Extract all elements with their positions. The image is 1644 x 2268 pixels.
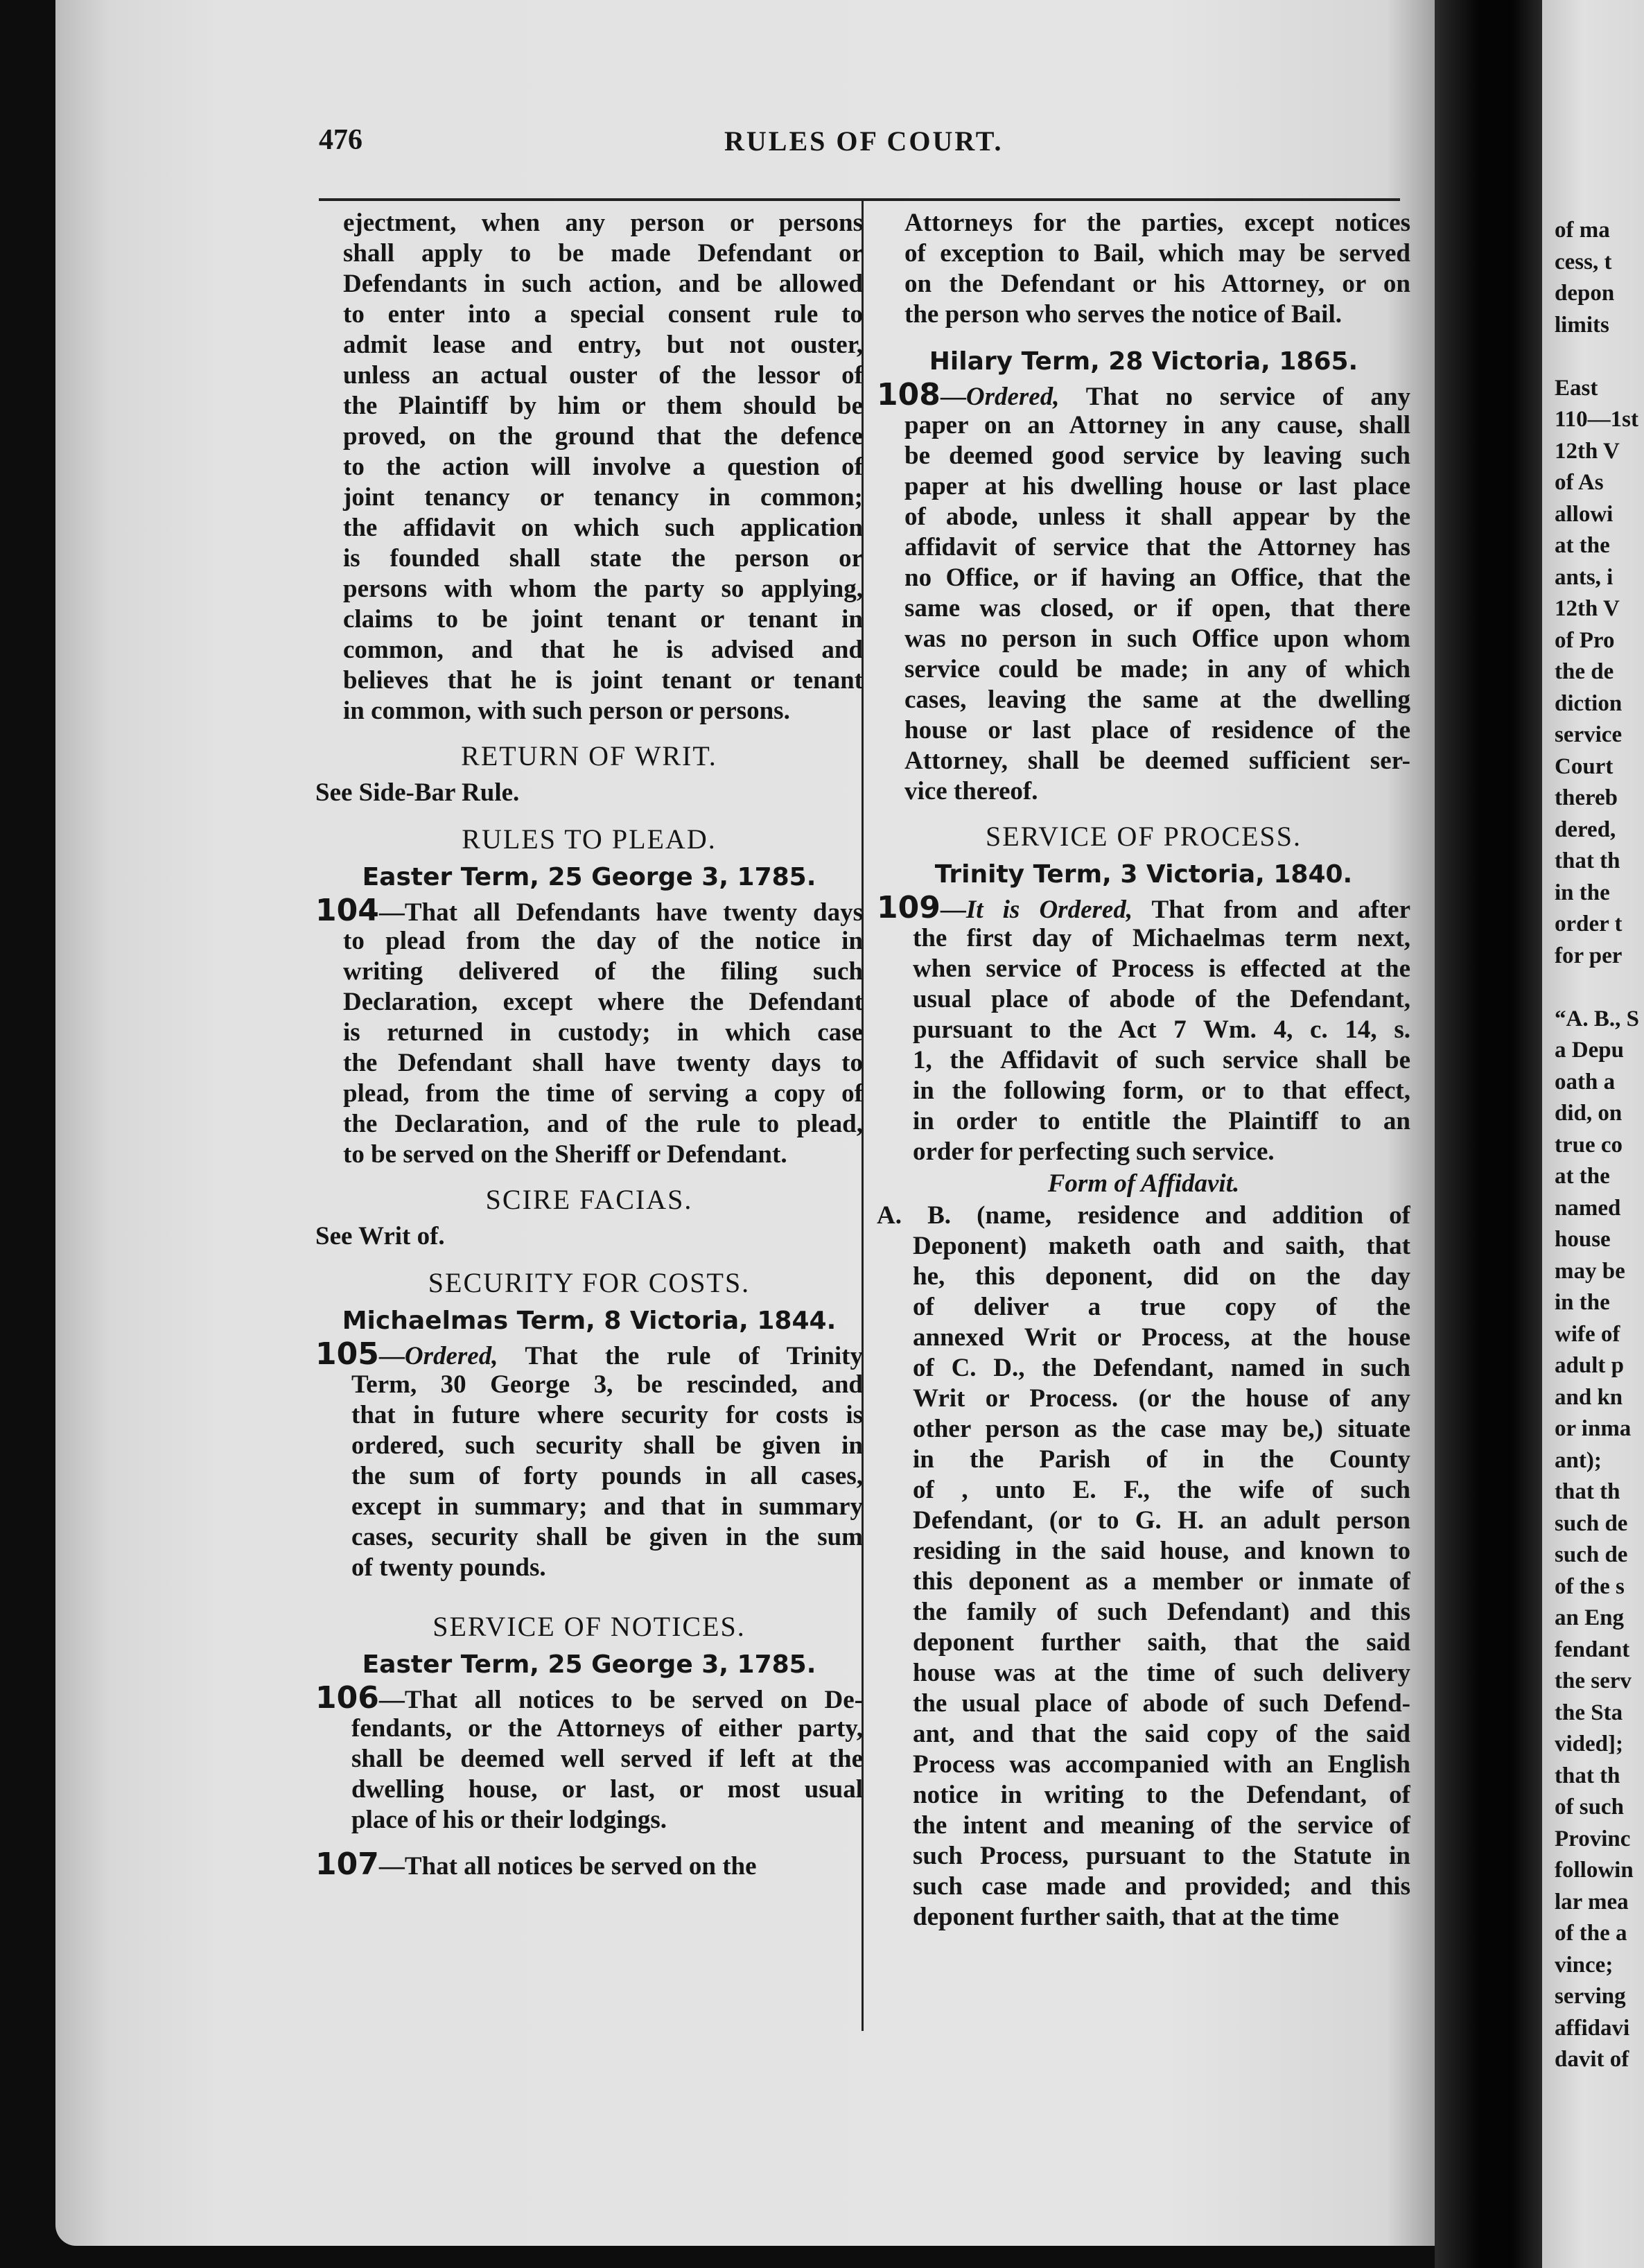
facing-page-fragment: lar mea [1555, 1889, 1629, 1914]
facing-page-fragment: East [1555, 375, 1598, 401]
text-line: Defendants in such action, and be allowed [343, 270, 863, 298]
rule-104 [315, 896, 863, 1170]
facing-page-fragment: limits [1555, 312, 1609, 338]
text-line: the first day of Michaelmas term next, [913, 924, 1410, 952]
text-line: proved, on the ground that the defence [343, 422, 863, 451]
text-line: cases, security shall be given in the sum [351, 1523, 863, 1551]
facing-page-fragment: service [1555, 722, 1623, 747]
rule-105 [315, 1339, 863, 1583]
running-title: RULES OF COURT. [724, 125, 1004, 157]
facing-page-fragment: “A. B., S [1555, 1006, 1639, 1031]
right-column [877, 208, 1410, 1933]
text-line: the Declaration, and of the rule to plead, [343, 1110, 863, 1138]
term-heading: Easter Term, 25 George 3, 1785. [362, 863, 816, 891]
text-line: believes that he is joint tenant or tenant [343, 666, 863, 695]
text-line: of abode, unless it shall appear by the [904, 503, 1410, 531]
text-line: A. B. (name, residence and addition of [877, 1201, 1410, 1230]
ordered-word: It is Ordered, [965, 896, 1133, 923]
text-line: unless an actual ouster of the lessor of [343, 361, 863, 390]
facing-page-fragment: 12th V [1555, 438, 1620, 464]
facing-page-fragment: the serv [1555, 1668, 1632, 1693]
see-reference: See Side-Bar Rule. [315, 778, 520, 807]
facing-page-fragment: for per [1555, 943, 1623, 968]
section-heading-security-for-costs: SECURITY FOR COSTS. [428, 1267, 751, 1298]
text-line: Term, 30 George 3, be rescinded, and [351, 1370, 863, 1399]
text-line: to enter into a special consent rule to [343, 300, 863, 329]
rule-106 [315, 1683, 863, 1835]
facing-page-fragment: did, on [1555, 1101, 1623, 1126]
book-gutter [1435, 0, 1546, 2268]
rule-109 [877, 893, 1410, 1167]
text-line: in the Parish of in the County [913, 1445, 1410, 1474]
facing-page-fragment: allowi [1555, 501, 1614, 527]
text-line: service could be made; in any of which [904, 655, 1410, 683]
facing-page-fragment: depon [1555, 281, 1615, 306]
text-line: in the following form, or to that effect, [913, 1076, 1410, 1105]
text-line: admit lease and entry, but not ouster, [343, 331, 863, 359]
rule-107-start [315, 1849, 863, 1880]
term-heading: Trinity Term, 3 Victoria, 1840. [934, 860, 1353, 889]
facing-page-fragment: 110—1st [1555, 407, 1639, 432]
header-rule [319, 198, 1400, 201]
text-line: notice in writing to the Defendant, of [913, 1781, 1410, 1809]
facing-page-fragment: that th [1555, 1479, 1620, 1504]
text-line: order for perfecting such service. [913, 1137, 1275, 1166]
text-line: Process was accompanied with an English [913, 1750, 1410, 1779]
text-line: 1, the Affidavit of such service shall be [913, 1046, 1410, 1074]
facing-page-fragment: followin [1555, 1858, 1634, 1883]
text-line: such case made and provided; and this [913, 1872, 1410, 1901]
facing-page-fragment: of the s [1555, 1573, 1625, 1599]
text-line: Defendant, (or to G. H. an adult person [913, 1506, 1410, 1535]
facing-page-fragment: of Pro [1555, 627, 1615, 653]
text-line: shall apply to be made Defendant or [343, 239, 863, 268]
rule-number: 105 [315, 1339, 379, 1370]
rule-text: That from and after [1133, 896, 1410, 923]
text-line: deponent further saith, that at the time [913, 1903, 1339, 1931]
facing-page-fragment: of As [1555, 470, 1604, 495]
text-line: to be served on the Sheriff or Defendant. [343, 1140, 787, 1169]
text-line: the Plaintiff by him or them should be [343, 392, 863, 420]
rule-number: 109 [877, 893, 941, 923]
text-line: the usual place of abode of such Defend- [913, 1689, 1410, 1718]
text-line: residing in the said house, and known to [913, 1537, 1410, 1565]
rule-line: 109—It is Ordered, That from and after [877, 893, 1410, 923]
rule-number: 106 [315, 1683, 379, 1713]
facing-page-fragment: ants, i [1555, 564, 1614, 590]
facing-page-fragment: house [1555, 1227, 1611, 1252]
text-line: house or last place of residence of the [904, 716, 1410, 744]
text-line: house was at the time of such delivery [913, 1659, 1410, 1687]
text-line: the family of such Defendant) and this [913, 1598, 1410, 1626]
text-line: to the action will involve a question of [343, 453, 863, 481]
facing-page-fragment: affidavi [1555, 2015, 1630, 2041]
facing-page-fragment: cess, t [1555, 249, 1612, 274]
facing-page-fragment: an Eng [1555, 1605, 1624, 1630]
facing-page-fragment: true co [1555, 1132, 1623, 1158]
facing-page-fragment: in the [1555, 1290, 1610, 1315]
facing-page-fragment: ant); [1555, 1447, 1602, 1473]
text-line: Deponent) maketh oath and saith, that [913, 1232, 1410, 1260]
text-line: of , unto E. F., the wife of such [913, 1476, 1410, 1504]
rule-108-body [877, 410, 1410, 807]
facing-page-fragment: vince; [1555, 1952, 1614, 1978]
rule-text: That no service of any [1059, 383, 1410, 410]
text-line: 104—That all Defendants have twenty days [315, 896, 863, 926]
rule-109-body [877, 923, 1410, 1167]
facing-page-fragment: named [1555, 1195, 1621, 1221]
text-line: of C. D., the Defendant, named in such [913, 1354, 1410, 1382]
ordered-word: Ordered, [965, 383, 1060, 410]
rule-text: That the rule of Trinity [498, 1342, 863, 1370]
section-heading-service-of-notices: SERVICE OF NOTICES. [432, 1611, 746, 1642]
text-line: same was closed, or if open, that there [904, 594, 1410, 622]
text-line: Writ or Process. (or the house of any [913, 1384, 1410, 1413]
text-line: the Defendant shall have twenty days to [343, 1049, 863, 1077]
text-line: the person who serves the notice of Bail. [904, 300, 1342, 329]
rule-105-body [315, 1370, 863, 1583]
text-line: Attorneys for the parties, except notices [904, 209, 1410, 237]
facing-page-fragment: of ma [1555, 218, 1610, 243]
text-line: claims to be joint tenant or tenant in [343, 605, 863, 634]
text-line: pursuant to the Act 7 Wm. 4, c. 14, s. [913, 1015, 1410, 1044]
text-line: that in future where security for costs is [351, 1401, 863, 1429]
see-reference: See Writ of. [315, 1222, 445, 1250]
rule-108 [877, 380, 1410, 807]
facing-page-fragment: such de [1555, 1542, 1628, 1567]
text-line: annexed Writ or Process, at the house [913, 1323, 1410, 1352]
text-line: ejectment, when any person or persons [343, 209, 863, 237]
facing-page-fragment: of such [1555, 1795, 1624, 1820]
term-heading: Michaelmas Term, 8 Victoria, 1844. [342, 1307, 837, 1335]
facing-page-fragment: adult p [1555, 1353, 1624, 1378]
facing-page [1542, 0, 1644, 2268]
text-line: be deemed good service by leaving such [904, 442, 1410, 470]
facing-page-fragment: thereb [1555, 785, 1618, 810]
text-line: except in summary; and that in summary [351, 1492, 863, 1521]
text-line: Attorney, shall be deemed sufficient ser- [904, 747, 1410, 775]
form-heading: Form of Affidavit. [1047, 1169, 1240, 1198]
rule-number: 108 [877, 380, 941, 410]
facing-page-fragment: dered, [1555, 817, 1616, 842]
facing-page-fragment: vided]; [1555, 1731, 1623, 1756]
ejectment-continuation [315, 208, 863, 726]
text-line: writing delivered of the filing such [343, 957, 863, 986]
text-line: in common, with such person or persons. [343, 697, 790, 725]
text-line: is founded shall state the person or [343, 544, 863, 573]
rule-107-continuation [877, 208, 1410, 330]
text-line: of twenty pounds. [351, 1553, 546, 1582]
facing-page-fragment: diction [1555, 690, 1623, 716]
text-line: of deliver a true copy of the [913, 1293, 1410, 1321]
text-line: cases, leaving the same at the dwelling [904, 686, 1410, 714]
text-line: to plead from the day of the notice in [343, 927, 863, 955]
text-line: such Process, pursuant to the Statute in [913, 1842, 1410, 1870]
section-heading-service-of-process: SERVICE OF PROCESS. [985, 821, 1302, 852]
facing-page-fragment: such de [1555, 1510, 1628, 1536]
text-line: is returned in custody; in which case [343, 1018, 863, 1047]
text-line: the intent and meaning of the service of [913, 1811, 1410, 1840]
text-line: no Office, or if having an Office, that the [904, 564, 1410, 592]
section-heading-return-of-writ: RETURN OF WRIT. [461, 740, 717, 771]
text-line: paper at his dwelling house or last place [904, 472, 1410, 500]
section-heading-rules-to-plead: RULES TO PLEAD. [462, 823, 717, 855]
text-line: ant, and that the said copy of the said [913, 1720, 1410, 1748]
text-line: the sum of forty pounds in all cases, [351, 1462, 863, 1490]
facing-page-fragment: at the [1555, 533, 1610, 558]
text-line: paper on an Attorney in any cause, shall [904, 411, 1410, 439]
text-line: the affidavit on which such application [343, 514, 863, 542]
facing-page-fragment: davit of [1555, 2047, 1629, 2072]
text-line: vice thereof. [904, 777, 1038, 805]
text-line: this deponent as a member or inmate of [913, 1567, 1410, 1596]
text-line: affidavit of service that the Attorney has [904, 533, 1410, 561]
facing-page-fragment: that th [1555, 1763, 1620, 1788]
page-number: 476 [319, 124, 362, 156]
text-line: 106—That all notices to be served on De- [315, 1683, 863, 1713]
ordered-word: Ordered, [404, 1342, 498, 1370]
facing-page-fragment: wife of [1555, 1321, 1620, 1347]
facing-page-fragment: of the a [1555, 1921, 1627, 1946]
facing-page-fragment: at the [1555, 1164, 1610, 1189]
facing-page-fragment: in the [1555, 880, 1610, 905]
term-heading: Easter Term, 25 George 3, 1785. [362, 1650, 816, 1679]
facing-page-fragment: or inma [1555, 1416, 1632, 1441]
facing-page-fragment: Court [1555, 753, 1614, 779]
facing-page-fragment: oath a [1555, 1069, 1616, 1094]
text-line: of exception to Bail, which may be served [904, 239, 1410, 268]
text-line: on the Defendant or his Attorney, or on [904, 270, 1410, 298]
facing-page-fragment: Provinc [1555, 1826, 1631, 1851]
text-line: fendants, or the Attorneys of either party, [351, 1714, 863, 1743]
rule-line: 108—Ordered, That no service of any [877, 380, 1410, 410]
text-line: joint tenancy or tenancy in common; [343, 483, 863, 512]
text-line: Declaration, except where the Defendant [343, 988, 863, 1016]
facing-page-fragment: fendant [1555, 1637, 1630, 1662]
text-line: shall be deemed well served if left at the [351, 1745, 863, 1773]
rule-line: 105—Ordered, That the rule of Trinity [315, 1339, 863, 1370]
text-line: ordered, such security shall be given in [351, 1431, 863, 1460]
facing-page-fragment: may be [1555, 1258, 1625, 1284]
facing-page-fragment: and kn [1555, 1384, 1623, 1410]
facing-page-fragment: a Depu [1555, 1038, 1624, 1063]
text-line: common, and that he is advised and [343, 636, 863, 664]
text-line: in order to entitle the Plaintiff to an [913, 1107, 1410, 1135]
facing-page-fragment: serving [1555, 1984, 1626, 2009]
rule-number: 107 [315, 1849, 379, 1880]
affidavit-form-text [877, 1201, 1410, 1933]
text-line: he, this deponent, did on the day [913, 1262, 1410, 1291]
text-line: deponent further saith, that the said [913, 1628, 1410, 1657]
rule-text: —That all notices be served on the [378, 1852, 757, 1880]
text-line: plead, from the time of serving a copy of [343, 1079, 863, 1108]
left-column [315, 208, 863, 1880]
facing-page-fragment: the de [1555, 659, 1614, 684]
facing-page-fragment: that th [1555, 848, 1620, 873]
rule-number: 104 [315, 896, 379, 926]
text-line: dwelling house, or last, or most usual [351, 1775, 863, 1804]
text-line: usual place of abode of the Defendant, [913, 985, 1410, 1013]
facing-page-fragment: order t [1555, 911, 1623, 936]
text-line: when service of Process is effected at the [913, 954, 1410, 983]
text-line: place of his or their lodgings. [351, 1806, 667, 1834]
facing-page-fragment: 12th V [1555, 596, 1620, 621]
section-heading-scire-facias: SCIRE FACIAS. [485, 1184, 693, 1215]
text-line: other person as the case may be,) situate [913, 1415, 1410, 1443]
text-line: was no person in such Office upon whom [904, 625, 1410, 653]
facing-page-fragment: the Sta [1555, 1700, 1623, 1725]
text-line: persons with whom the party so applying, [343, 575, 863, 603]
term-heading: Hilary Term, 28 Victoria, 1865. [929, 347, 1358, 376]
